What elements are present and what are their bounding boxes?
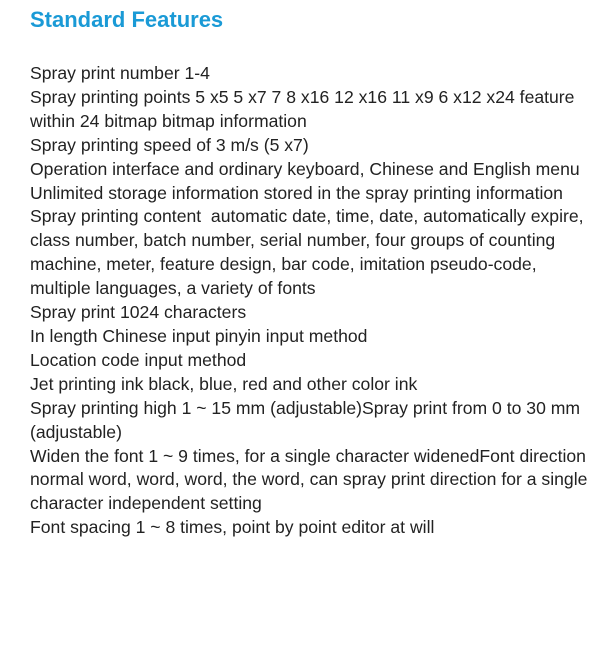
feature-item: Font spacing 1 ~ 8 times, point by point editor at will xyxy=(30,517,435,538)
feature-item: Spray printing points 5 x5 5 x7 7 8 x16 12 x16 11 x9 6 x12 x24 feature within 24 bitmap bitmap information xyxy=(30,86,580,131)
feature-item: Spray printing high 1 ~ 15 mm (adjustable)Spray print from 0 to 30 mm (adjustable) xyxy=(30,397,585,442)
feature-item: In length Chinese input pinyin input method xyxy=(30,325,368,346)
section-heading: Standard Features xyxy=(30,7,224,32)
feature-item: Jet printing ink black, blue, red and other color ink xyxy=(30,373,418,394)
feature-item: Operation interface and ordinary keyboard, Chinese and English menu xyxy=(30,158,580,179)
feature-item: Spray printing content automatic date, time, date, automatically expire, class number, batch number, serial number, four groups of counting machine, meter, feature design, bar code, imitation pseudo-code, multiple languages, a variety of fonts xyxy=(30,206,589,299)
feature-item: Spray printing speed of 3 m/s (5 x7) xyxy=(30,134,309,155)
feature-item: Unlimited storage information stored in the spray printing information xyxy=(30,182,563,203)
feature-item: Location code input method xyxy=(30,349,247,370)
feature-item: Widen the font 1 ~ 9 times, for a single character widenedFont direction normal word, word, word, the word, can spray print direction for a single character independent setting xyxy=(30,445,593,514)
feature-item: Spray print number 1-4 xyxy=(30,63,210,83)
feature-list xyxy=(30,62,593,540)
feature-item: Spray print 1024 characters xyxy=(30,302,247,323)
